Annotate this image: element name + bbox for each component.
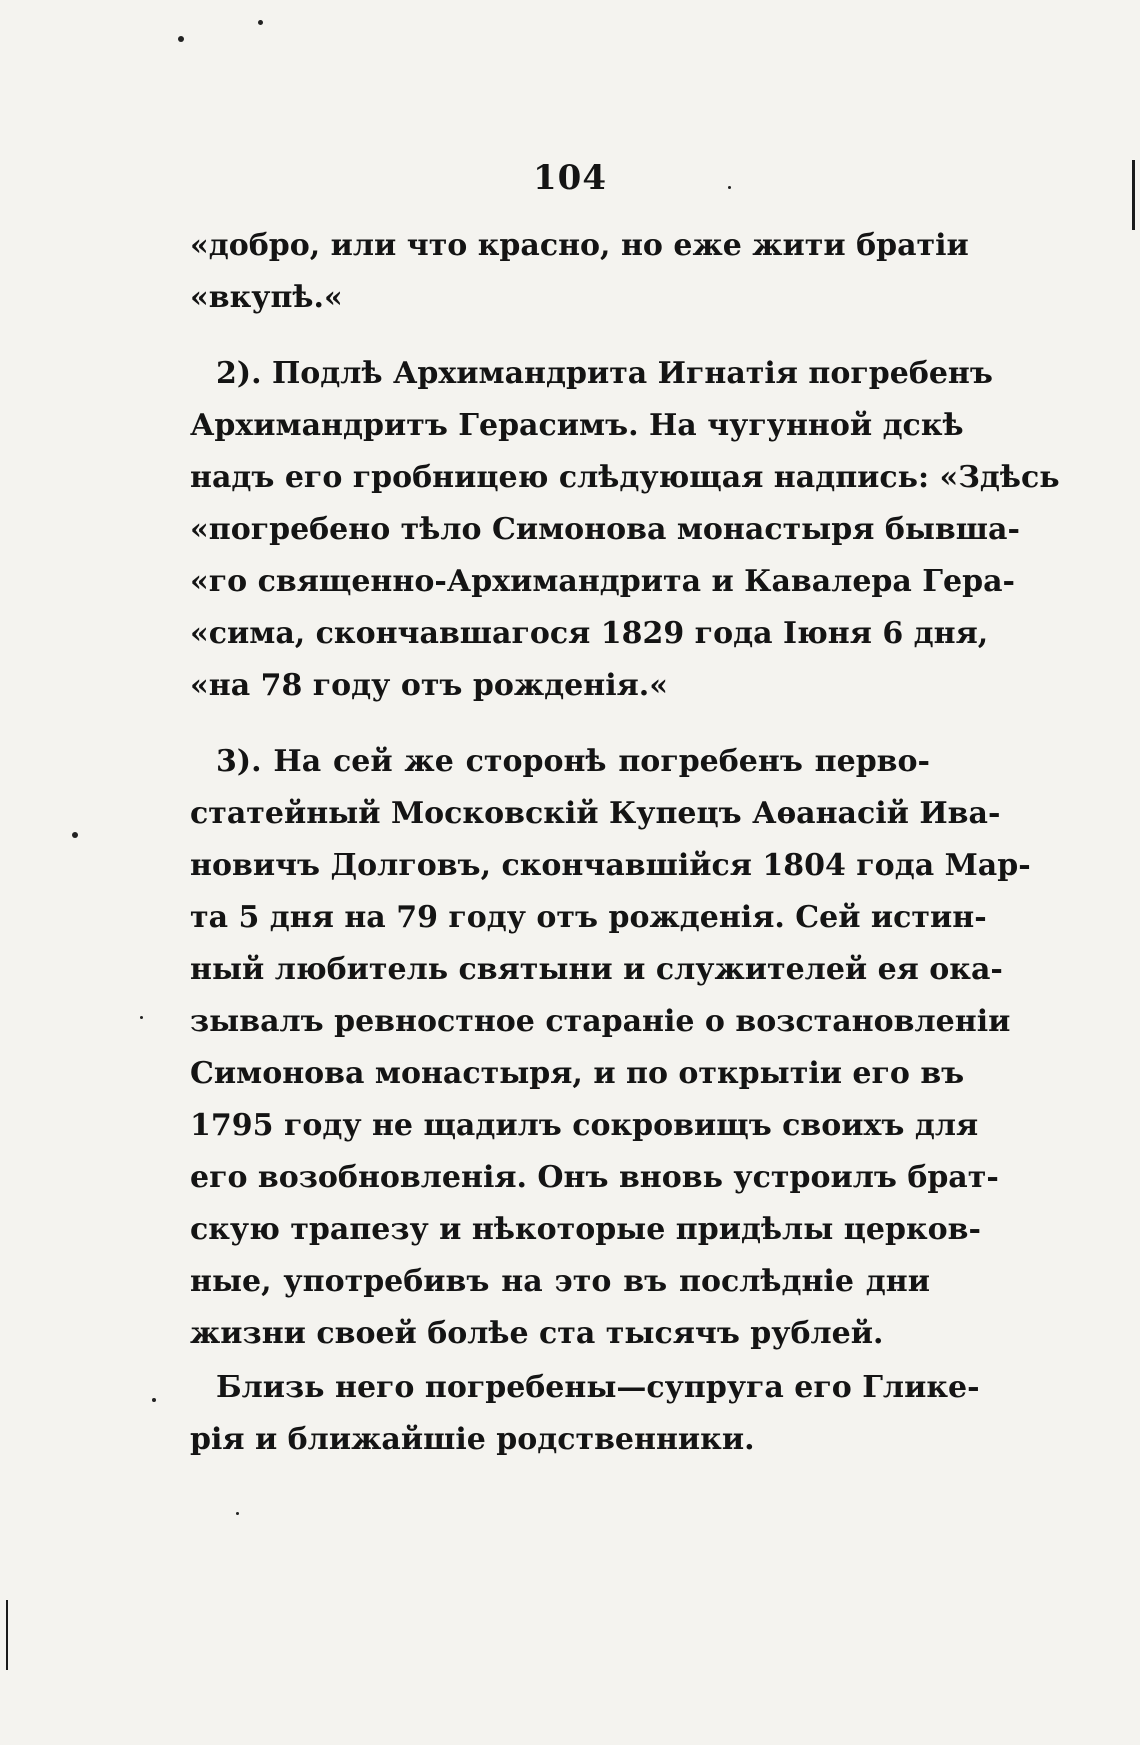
text-line: та 5 дня на 79 году отъ рожденія. Сей истин- <box>190 900 987 935</box>
scan-edge-mark <box>1132 160 1135 230</box>
text-line: его возобновленія. Онъ вновь устроилъ брат- <box>190 1160 999 1195</box>
text-line: жизни своей болѣе ста тысячъ рублей. <box>190 1316 884 1351</box>
text-line: «вкупѣ.« <box>190 280 343 315</box>
text-line: Симонова монастыря, и по открытіи его въ <box>190 1056 965 1091</box>
text-line: надъ его гробницею слѣдующая надпись: «Здѣсь <box>190 460 1060 495</box>
scan-speck <box>140 1016 143 1019</box>
text-line: Близь него погребены—супруга его Глике- <box>216 1370 980 1405</box>
paragraph-closing <box>190 1362 980 1466</box>
paragraph-quote-end <box>190 220 969 324</box>
text-line: «го священно-Архимандрита и Кавалера Гера- <box>190 564 1015 599</box>
text-line: 1795 году не щадилъ сокровищъ своихъ для <box>190 1108 979 1143</box>
text-line: статейный Московскій Купецъ Аѳанасій Ива- <box>190 796 1001 831</box>
text-line: новичъ Долговъ, скончавшійся 1804 года Мар- <box>190 848 1031 883</box>
scan-speck <box>72 832 78 838</box>
paragraph-item-2 <box>190 348 1060 712</box>
text-line: ные, употребивъ на это въ послѣдніе дни <box>190 1264 930 1299</box>
text-line: ный любитель святыни и служителей ея ока- <box>190 952 1003 987</box>
scan-speck <box>258 20 263 25</box>
paragraph-item-3 <box>190 736 1031 1360</box>
scan-speck <box>236 1512 239 1515</box>
text-line: «сима, скончавшагося 1829 года Іюня 6 дня, <box>190 616 989 651</box>
scan-speck <box>152 1398 156 1402</box>
text-line: «погребено тѣло Симонова монастыря бывша- <box>190 512 1020 547</box>
page-number: 104 <box>533 158 607 198</box>
text-line: скую трапезу и нѣкоторые придѣлы церков- <box>190 1212 981 1247</box>
text-line: «добро, или что красно, но еже жити братіи <box>190 228 969 263</box>
text-line: 3). На сей же сторонѣ погребенъ перво- <box>216 744 930 779</box>
scan-speck <box>728 186 731 189</box>
text-line: рія и ближайшіе родственники. <box>190 1422 755 1457</box>
text-line: зывалъ ревностное стараніе о возстановленіи <box>190 1004 1011 1039</box>
text-line: Архимандритъ Герасимъ. На чугунной дскѣ <box>190 408 964 443</box>
scan-edge-mark <box>6 1600 8 1670</box>
text-line: «на 78 году отъ рожденія.« <box>190 668 668 703</box>
text-line: 2). Подлѣ Архимандрита Игнатія погребенъ <box>216 356 993 391</box>
scan-speck <box>178 36 184 42</box>
